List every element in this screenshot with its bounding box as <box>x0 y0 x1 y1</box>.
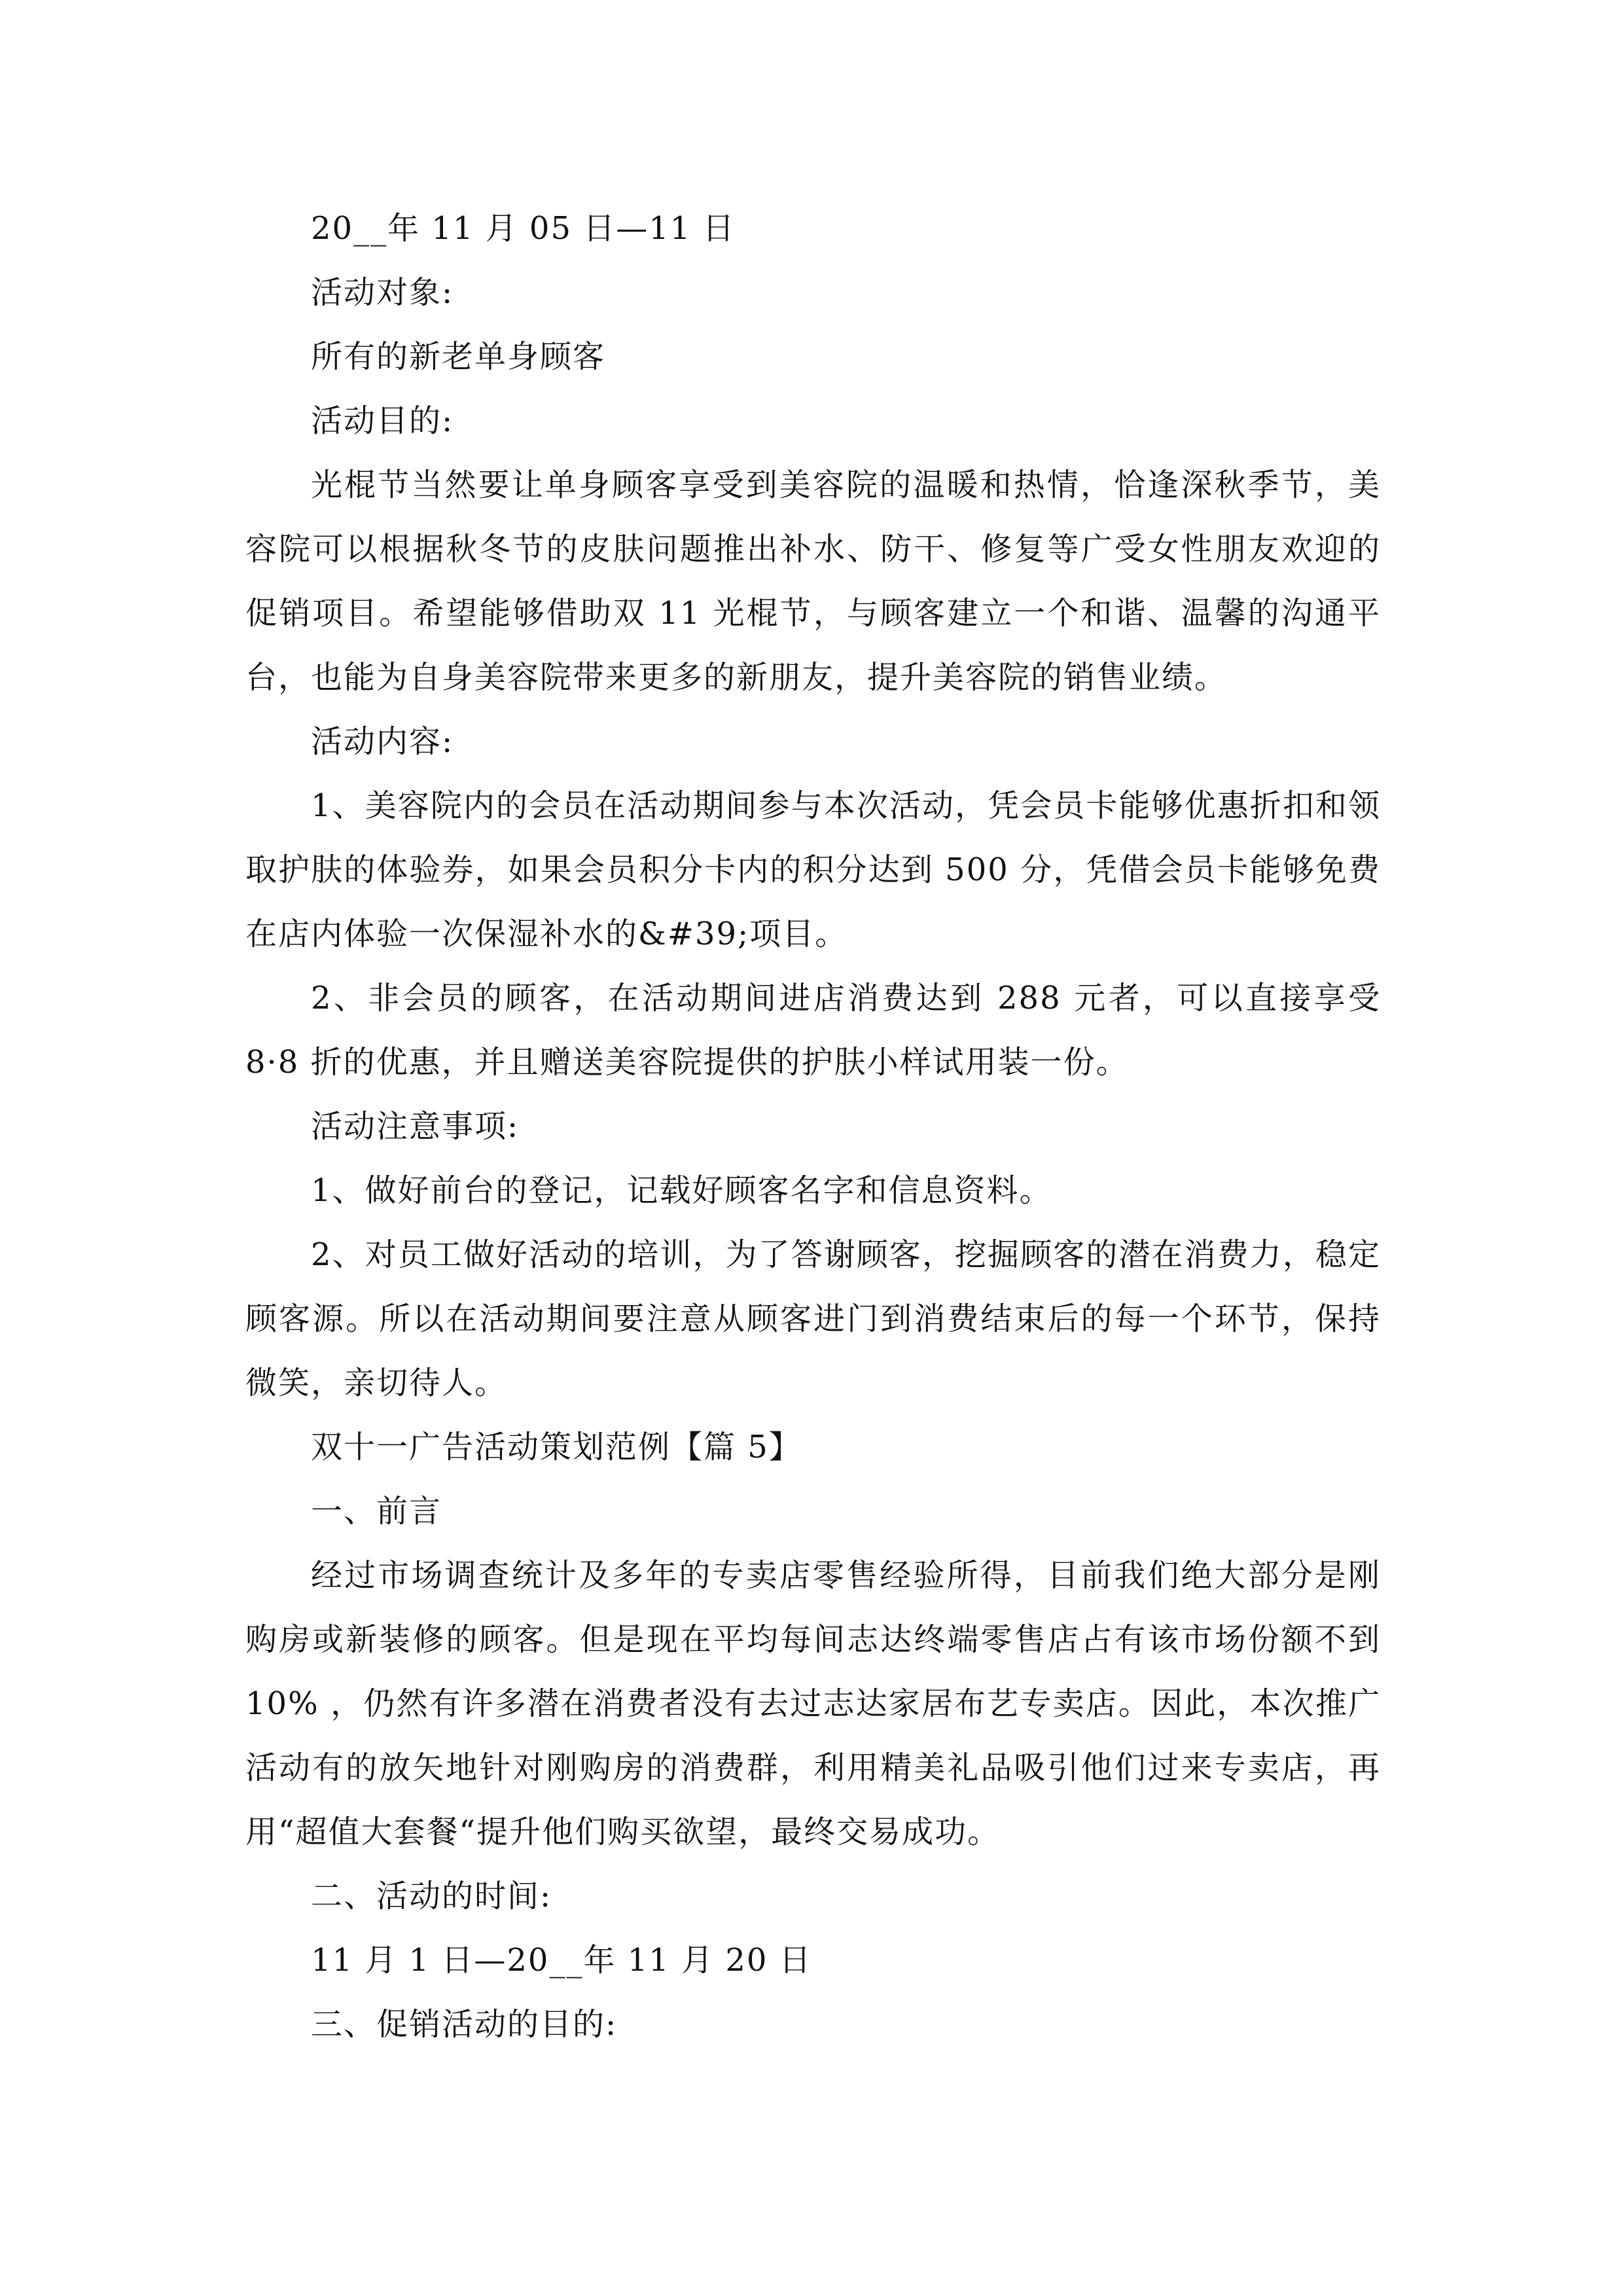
objective-heading: 活动目的: <box>311 403 454 439</box>
time-heading: 二、活动的时间: <box>311 1878 552 1914</box>
preface-heading: 一、前言 <box>311 1493 442 1530</box>
purpose-heading: 三、促销活动的目的: <box>311 2006 618 2043</box>
notes-item-2: 2、对员工做好活动的培训，为了答谢顾客，挖掘顾客的潜在消费力，稳定顾客源。所以在活动期间要注意从顾客进门到消费结束后的每一个环节，保持微笑，亲切待人。 <box>245 1236 1381 1401</box>
preface-text: 经过市场调查统计及多年的专卖店零售经验所得，目前我们绝大部分是刚购房或新装修的顾客。但是现在平均每间志达终端零售店占有该市场份额不到 10% ，仍然有许多潜在消费者没有去过志达家居布艺专卖店。因此，本次推广活动有的放矢地针对刚购房的消费群，利用精美礼品吸引他们过来专卖店，再用“超值大套餐“提升他们购买欲望，最终交易成功。 <box>245 1557 1381 1850</box>
notes-item-1: 1、做好前台的登记，记载好顾客名字和信息资料。 <box>311 1172 1052 1209</box>
target-audience-heading: 活动对象: <box>311 274 454 311</box>
time-text: 11 月 1 日—20__年 11 月 20 日 <box>311 1942 812 1979</box>
target-audience-text: 所有的新老单身顾客 <box>311 338 606 375</box>
content-heading: 活动内容: <box>311 723 454 760</box>
notes-heading: 活动注意事项: <box>311 1108 520 1145</box>
content-item-2: 2、非会员的顾客，在活动期间进店消费达到 288 元者，可以直接享受 8·8 折的优惠，并且赠送美容院提供的护肤小样试用装一份。 <box>245 980 1381 1081</box>
objective-text: 光棍节当然要让单身顾客享受到美容院的温暖和热情，恰逢深秋季节，美容院可以根据秋冬节的皮肤问题推出补水、防干、修复等广受女性朋友欢迎的促销项目。希望能够借助双 11 光棍节，与顾客建立一个和谐、温馨的沟通平台，也能为自身美容院带来更多的新朋友，提升美容院的销售业绩。 <box>245 467 1381 696</box>
content-item-1: 1、美容院内的会员在活动期间参与本次活动，凭会员卡能够优惠折扣和领取护肤的体验券，如果会员积分卡内的积分达到 500 分，凭借会员卡能够免费在店内体验一次保湿补水的&#39;项目。 <box>245 787 1381 952</box>
document-body <box>245 196 1381 2056</box>
event-date-line: 20__年 11 月 05 日—11 日 <box>311 210 736 247</box>
section-title: 双十一广告活动策划范例【篇 5】 <box>311 1429 802 1465</box>
